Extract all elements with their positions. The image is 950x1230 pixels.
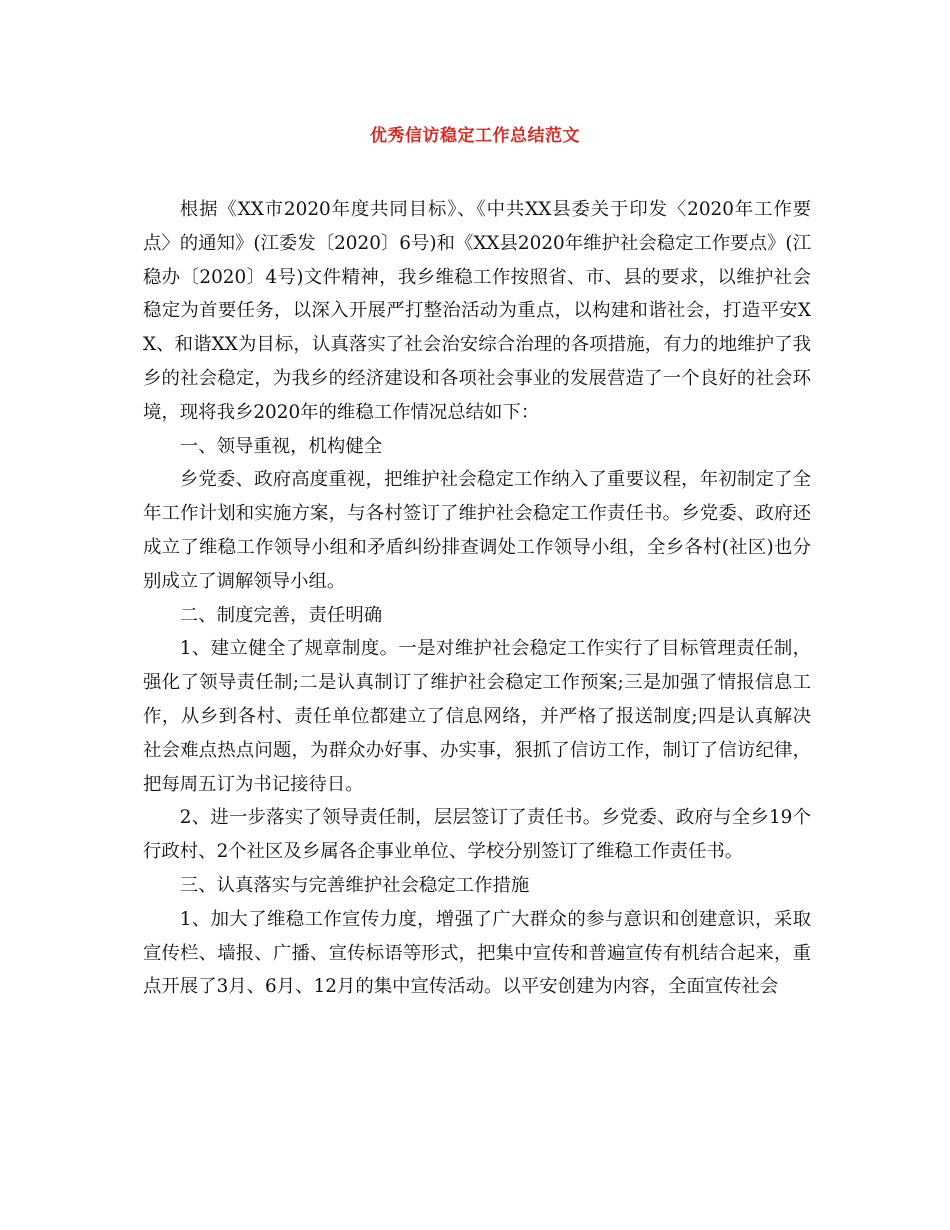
section-heading-2: 二、制度完善，责任明确 [179,604,383,626]
document-body [143,193,811,1004]
paragraph-section-2-item-1: 1、建立健全了规章制度。一是对维护社会稳定工作实行了目标管理责任制，强化了领导责任制;二是认真制订了维护社会稳定工作预案;三是加强了情报信息工作，从乡到各村、责任单位都建立了信息网络，并严格了报送制度;四是认真解决社会难点热点问题，为群众办好事、办实事，狠抓了信访工作，制订了信访纪律，把每周五订为书记接待日。 [143,638,811,795]
paragraph-section-1: 乡党委、政府高度重视，把维护社会稳定工作纳入了重要议程，年初制定了全年工作计划和实施方案，与各村签订了维护社会稳定工作责任书。乡党委、政府还成立了维稳工作领导小组和矛盾纠纷排查调处工作领导小组，全乡各村(社区)也分别成立了调解领导小组。 [143,469,811,592]
paragraph-section-3-item-1: 1、加大了维稳工作宣传力度，增强了广大群众的参与意识和创建意识，采取宣传栏、墙报、广播、宣传标语等形式，把集中宣传和普遍宣传有机结合起来，重点开展了3月、6月、12月的集中宣传活动。以平安创建为内容，全面宣传社会 [143,908,811,998]
section-heading-3: 三、认真落实与完善维护社会稳定工作措施 [179,874,530,896]
paragraph-intro: 根据《XX市2020年度共同目标》、《中共XX县委关于印发〈2020年工作要点〉的通知》(江委发〔2020〕6号)和《XX县2020年维护社会稳定工作要点》(江稳办〔2020〕4号)文件精神，我乡维稳工作按照省、市、县的要求，以维护社会稳定为首要任务，以深入开展严打整治活动为重点，以构建和谐社会，打造平安XX、和谐XX为目标，认真落实了社会治安综合治理的各项措施，有力的地维护了我乡的社会稳定，为我乡的经济建设和各项社会事业的发展营造了一个良好的社会环境，现将我乡2020年的维稳工作情况总结如下： [143,199,811,423]
paragraph-section-2-item-2: 2、进一步落实了领导责任制，层层签订了责任书。乡党委、政府与全乡19个行政村、2个社区及乡属各企事业单位、学校分别签订了维稳工作责任书。 [143,807,811,863]
section-heading-1: 一、领导重视，机构健全 [179,435,383,457]
document-title: 优秀信访稳定工作总结范文 [370,126,580,146]
